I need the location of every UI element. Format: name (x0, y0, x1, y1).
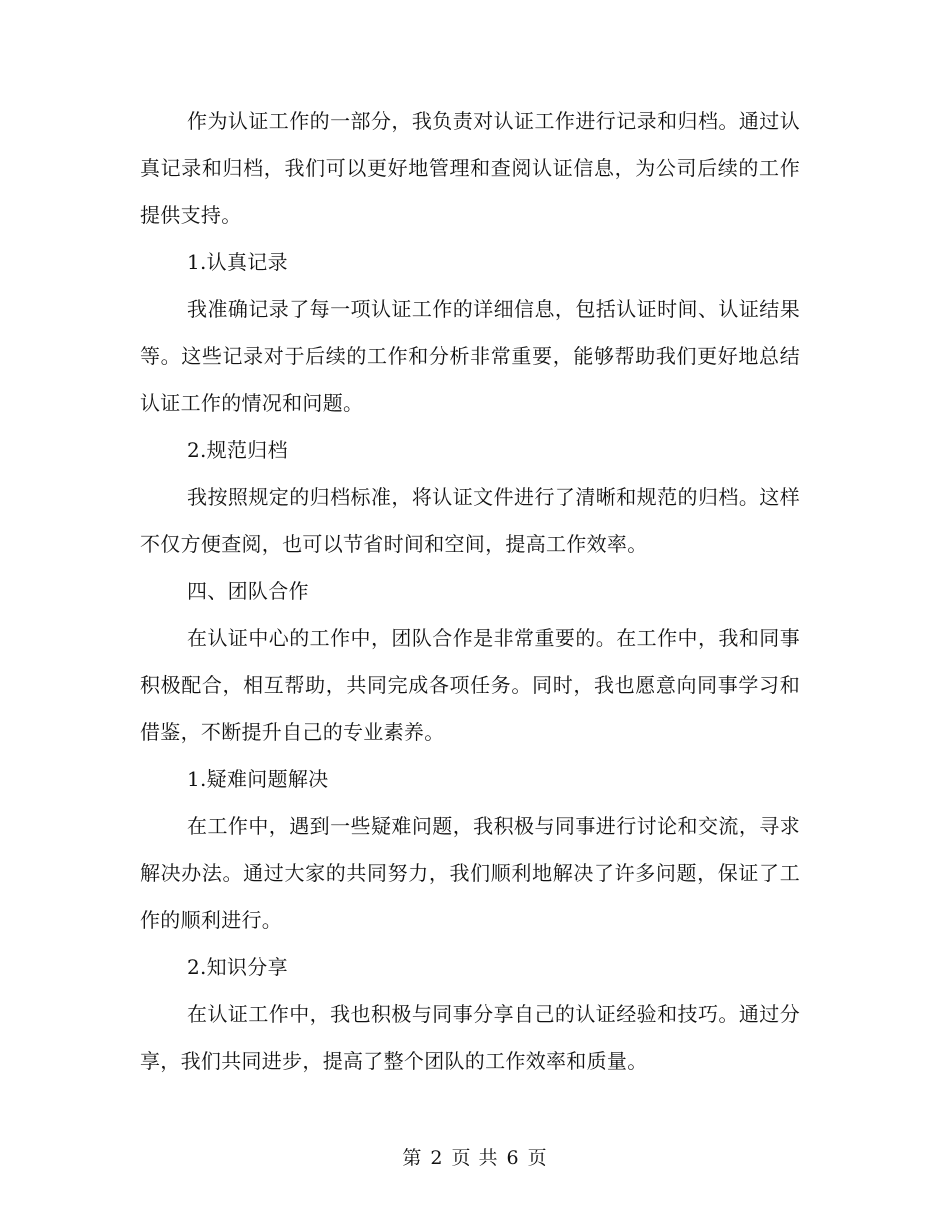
subheading-standard-archiving: 2.规范归档 (187, 438, 288, 462)
page-footer (0, 1143, 950, 1170)
document-body (140, 98, 800, 1085)
footer-total-pages: 6 (506, 1147, 520, 1169)
paragraph-standard-archiving: 我按照规定的归档标准，将认证文件进行了清晰和规范的归档。这样不仅方便查阅，也可以节省时间和空间，提高工作效率。 (140, 485, 800, 556)
footer-current-page: 2 (430, 1147, 444, 1169)
footer-suffix: 页 (527, 1147, 548, 1169)
section-heading-teamwork: 四、团队合作 (187, 579, 309, 603)
subheading-careful-recording: 1.认真记录 (187, 250, 288, 274)
paragraph-record-archive-intro: 作为认证工作的一部分，我负责对认证工作进行记录和归档。通过认真记录和归档，我们可以更好地管理和查阅认证信息，为公司后续的工作提供支持。 (140, 109, 800, 227)
footer-prefix: 第 (402, 1147, 423, 1169)
paragraph-teamwork: 在认证中心的工作中，团队合作是非常重要的。在工作中，我和同事积极配合，相互帮助，共同完成各项任务。同时，我也愿意向同事学习和借鉴，不断提升自己的专业素养。 (140, 626, 800, 744)
footer-middle: 页 共 (451, 1147, 499, 1169)
paragraph-knowledge-sharing: 在认证工作中，我也积极与同事分享自己的认证经验和技巧。通过分享，我们共同进步，提高了整个团队的工作效率和质量。 (140, 1002, 800, 1073)
subheading-knowledge-sharing: 2.知识分享 (187, 955, 288, 979)
paragraph-careful-recording: 我准确记录了每一项认证工作的详细信息，包括认证时间、认证结果等。这些记录对于后续的工作和分析非常重要，能够帮助我们更好地总结认证工作的情况和问题。 (140, 297, 800, 415)
subheading-problem-solving: 1.疑难问题解决 (187, 767, 329, 791)
paragraph-problem-solving: 在工作中，遇到一些疑难问题，我积极与同事进行讨论和交流，寻求解决办法。通过大家的共同努力，我们顺利地解决了许多问题，保证了工作的顺利进行。 (140, 814, 800, 932)
